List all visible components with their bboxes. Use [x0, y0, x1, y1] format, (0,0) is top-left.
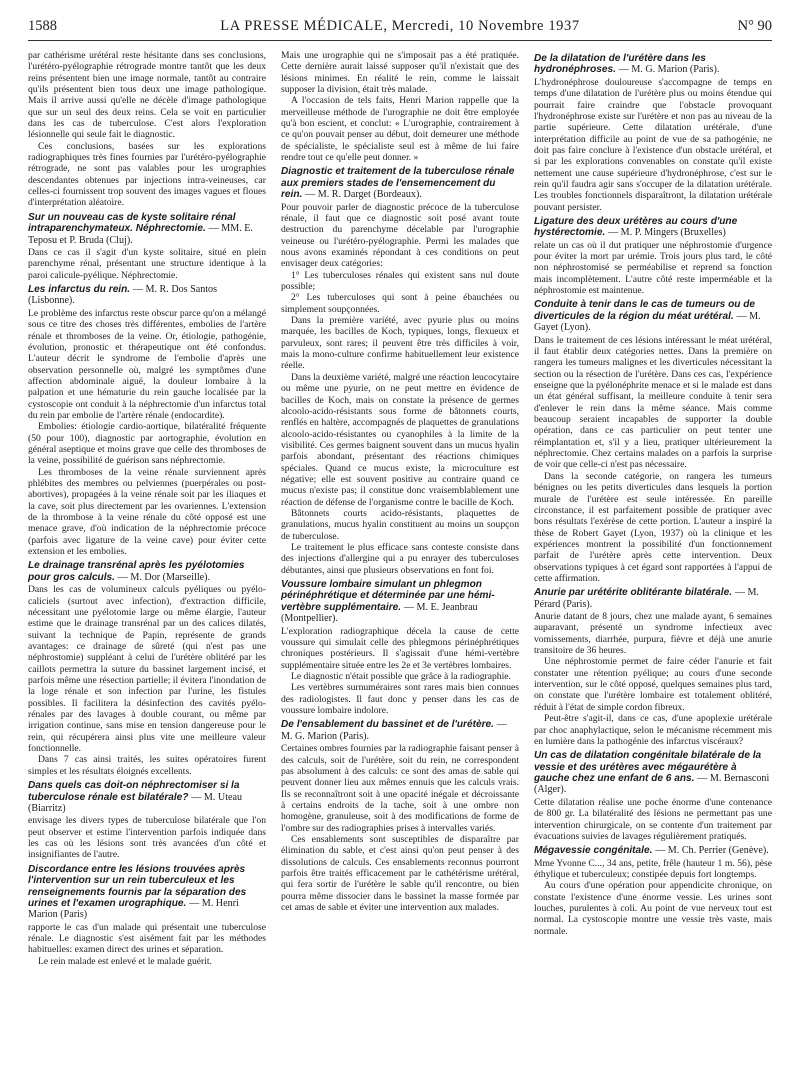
article-title: Discordance entre les lésions trouvées après l'intervention sur un rein tuberculeux et les renseignements fournis par la séparation des urines et l'examen urographique.: [28, 863, 247, 909]
paragraph: Ces conclusions, basées sur les explorations radiographiques très fines fournies par l'urétéro-pyélographie rétrograde, ne sont pas valables pour les urographies descendantes obtenues par injections intra-veineuses, car celles-ci fournissent trop souvent des images vagues et floues d'interprétation aléatoire.: [28, 140, 266, 209]
article-heading: [28, 560, 266, 583]
article-heading: [534, 299, 772, 333]
article-author: — M. Ch. Perrier (Genève).: [655, 845, 769, 857]
article-title: De la dilatation de l'urétère dans les hydronéphroses.: [534, 53, 706, 76]
article-heading: [534, 216, 772, 239]
paragraph: Les vertèbres surnuméraires sont rares mais bien connues des radiologistes. Il faut donc y penser dans les cas de voussure lombaire indolore.: [281, 682, 519, 717]
paragraph: Dans ce cas il s'agit d'un kyste solitaire, situé en plein parenchyme rénal, présentant une structure identique à la paroi calicule-pyélique. Néphrectomie.: [28, 247, 266, 281]
paragraph: Le diagnostic n'était possible que grâce à la radiographie.: [291, 671, 511, 682]
journal-title: LA PRESSE MÉDICALE, Mercredi, 10 Novembre 1937: [220, 18, 580, 34]
article-title: Dans quels cas doit-on néphrectomiser si la tuberculose rénale est bilatérale?: [28, 780, 240, 803]
column-left: [28, 50, 266, 1076]
article-heading: [28, 212, 266, 246]
paragraph: Au cours d'une opération pour appendicite chronique, on constate l'existence d'une énorme vessie. Les urines sont louches, purulentes à coli. Au point de vue nerveux tout est normal. La cystoscopie montre une vessie très vaste, mais normale.: [534, 880, 772, 937]
issue-number: N° 90: [737, 18, 772, 34]
article-author: — M. G. Marion (Paris).: [618, 64, 720, 76]
article-author: — M. R. Dos Santos (Lisbonne).: [28, 284, 218, 307]
paragraph: Mme Yvonne C..., 34 ans, petite, frêle (hauteur 1 m. 56), pèse éthylique et tuberculeux; constipée depuis fort longtemps.: [534, 857, 772, 880]
paragraph: Anurie datant de 8 jours, chez une malade ayant, 6 semaines auparavant, présenté un syndrome infectieux avec vomissements, diarrhée, purpura, fièvre et déjà une anurie transitoire de 36 heures.: [534, 611, 772, 657]
article-heading: [281, 579, 519, 625]
paragraph: Certaines ombres fournies par la radiographie faisant penser à des calculs, soit de l'urétère, soit du rein, ne correspondent pas absolument à des calculs: ce sont des amas de sable qui peuvent donner lieu aux mêmes ennuis que les calculs vrais. Ils se reconnaîtront soit à une opacité inégale et décroissante à certains endroits de la tache, soit à une ombre non homogène, granuleuse, soit à des modifications de forme de l'ombre sur des radiographies prises à intervalles variés.: [281, 743, 519, 834]
paragraph: relate un cas où il dut pratiquer une néphrostomie d'urgence pour éviter la mort par urémie. Trois jours plus tard, le côté non néphrostomisé se perméabilise et reprend sa fonction mais incomplètement. L'autre côté reste imperméable et la néphrostomie est maintenue.: [534, 239, 772, 297]
article-title: Un cas de dilatation congénitale bilatérale de la vessie et des urétères avec mégaurétère à gauche chez une enfant de 6 ans.: [534, 750, 762, 784]
paragraph: Pour pouvoir parler de diagnostic précoce de la tuberculose rénale, il faut que ce diagnostic soit posé avant toute destruction du parenchyme décelable par l'urographie veineuse ou l'urétéro-pyélographie. Permi les malades que nous avons examinés répondant à ces conditions on peut envisager deux catégories:: [281, 201, 519, 270]
article-title: De l'ensablement du bassinet et de l'urétère.: [281, 719, 494, 731]
paragraph: L'exploration radiographique décela la cause de cette voussure qui simulait celle des phlegmons périnéphrétiques chroniques postérieurs. Il s'agissait d'une hémi-vertèbre supplémentaire située entre les 2e et 3e vertèbres lombaires.: [281, 625, 519, 671]
article-author: — M. E. Jeanbrau (Montpellier).: [281, 601, 478, 625]
paragraph: A l'occasion de tels faits, Henri Marion rappelle que la merveilleuse méthode de l'urographie ne doit être employée qu'à bon escient, et conclut: « L'urographie, contrairement à ce qu'on pouvait penser au début, doit demeurer une méthode de spécialiste, le spécialiste seul est à même de lui faire rendre tout ce qu'elle peut donner. »: [281, 95, 519, 164]
paragraph: 2° Les tuberculoses qui sont à peine ébauchées ou simplement soupçonnées.: [281, 292, 519, 315]
paragraph: Dans 7 cas ainsi traités, les suites opératoires furent simples et les résultats éloignés excellents.: [28, 754, 266, 777]
paragraph: Dans la deuxième variété, malgré une réaction leucocytaire ou même une pyurie, on ne peut mettre en évidence de bacilles de Koch, mais on constate la présence de germes alcoolo-acido-résistants sous forme de bâtonnets courts, renflés en haltère, accompagnés de plaquettes de granulations alcoolo-acido-résistantes ou cyanophiles à la limite de la visibilité. Ces germes baignent souvent dans un mucus hyalin parfois abondant, présentant des réactions chimiques spéciales. Quand ce mucus existe, la microculture est négative; elle est souvent positive au contraire quand ce mucus n'existe pas; il constitue donc vraisemblablement une réaction de défense de l'organisme contre le bacille de Koch.: [281, 371, 519, 508]
paragraph: Le problème des infarctus reste obscur parce qu'on a mélangé sous ce titre des choses très différentes, embolies de l'artère rénale et thromboses de la veine. Or, étiologie, pathogénie, évolution, pronostic et thérapeutique ont été confondus. L'auteur décrit le syndrome de l'embolie d'après une observation personnelle où, malgré les symptômes d'une affection abdominale aiguë, la douleur lombaire à la palpation et une hématurie du rein gauche localisée par la cystoscopie ont conduit à la néphrectomie d'un infarctus total du rein par embolie de l'artère rénale (endocardite).: [28, 307, 266, 421]
article-heading: [281, 166, 519, 200]
paragraph: par cathérisme urétéral reste hésitante dans ses conclusions, l'urétéro-pyélographie rétrograde montre tantôt que les deux reins présentent bien une image normale, tantôt au contraire qu'ils présentent bien tous deux une image pathologique. Mais il arrive aussi qu'elle ne décèle d'image pathologique que sur un seul des deux reins. Cela se voit en particulier dans les cas de tuberculose. C'est alors l'exploration lésionnelle qui seule fait le diagnostic.: [28, 50, 266, 141]
paragraph: Le traitement le plus efficace sans conteste consiste dans des injections d'allergine qui a pu enrayer des tuberculoses débutantes, ainsi que plusieurs observations en font foi.: [281, 541, 519, 576]
article-title: Sur un nouveau cas de kyste solitaire rénal intraparenchymateux. Néphrectomie.: [28, 211, 236, 235]
article-heading: [28, 780, 266, 814]
header-rule: [28, 40, 772, 41]
article-author: — M. G. Marion (Paris).: [281, 719, 507, 742]
page-number: 1588: [28, 18, 57, 34]
article-heading: [28, 864, 266, 921]
paragraph: Embolies: étiologie cardio-aortique, bilatéralité fréquente (50 pour 100), diagnostic par aortographie, évolution en général aseptique et moins grave que celle des thromboses de la veine, possibilité de guérison sans néphrectomie.: [28, 421, 266, 467]
paragraph: L'hydronéphrose douloureuse s'accompagne de temps en temps d'une dilatation de l'urétère plus ou moins étendue qui pourrait faire craindre que l'obstacle provoquant l'hydronéphrose existe sur l'urétère et non pas au niveau de la partie supérieure. Cette dilatation urétérale, d'une interprétation difficile au point de vue de sa pathogénie, ne doit pas faire conclure à l'existence d'un obstacle urétéral, et si par les explorations convenables on constate qu'il existe nettement une cause supérieure d'hydronéphrose, c'est sur le rein qu'il faudra agir sans s'occuper de la dilatation urétérale. Les troubles fonctionnels disparaîtront, la dilatation urétérale pouvant persister.: [534, 76, 772, 213]
paragraph: Dans la première variété, avec pyurie plus ou moins marquée, les bacilles de Koch, typiques, longs, flexueux et parvuleux, sont rares; il peuvent être très difficiles à voir, mais la mono-culture confirme habituellement leur existence réelle.: [281, 315, 519, 372]
article-title: Le drainage transrénal après les pyélotomies pour gros calculs.: [28, 560, 245, 583]
article-title: Diagnostic et traitement de la tuberculose rénale aux premiers stades de l'ensemencement du rein.: [281, 166, 515, 201]
article-title: Anurie par urétérite oblitérante bilatérale.: [534, 587, 733, 599]
article-author: — M. Dor (Marseille).: [117, 571, 210, 583]
paragraph: Une néphrostomie permet de faire céder l'anurie et fait constater une rétention pyélique; au cours d'une seconde intervention, sur le côté opposé, quelques semaines plus tard, on constate que l'urétère lombaire est totalement oblitéré, réduit à l'état de simple cordon fibreux.: [534, 656, 772, 713]
article-heading: [534, 750, 772, 796]
paragraph: Bâtonnets courts acido-résistants, plaquettes de granulations, mucus hyalin constituent au moins un soupçon de tuberculose.: [281, 507, 519, 542]
article-title: Voussure lombaire simulant un phlegmon périnéphrétique et déterminée par une hémi-vertèbre supplémentaire.: [281, 579, 495, 613]
paragraph: Dans les cas de volumineux calculs pyéliques ou pyélo-caliciels (surtout avec infection), d'extraction difficile, nécessitant une pyélotomie large ou même élargie, l'auteur estime que le drainage transrénal par un des calices dilatés, suivant la technique de Papin, représente de grands avantages: ce drainage de sûreté (qui n'est pas une néphrostomie) suppléant à celui de l'urétère oblitéré par les caillots permettra la suture du bassinet largement incisé, et parfois même une résection partielle; il évitera l'inondation de la loge rénale et son infection par l'urine, les fistules possibles. Il facilitera la désinfection des cavités pyélo-rénales par des lavages à double courant, ou même par irrigation continue, sans mise en tension dangereuse pour le rein, qui récupérera ainsi plus vite une meilleure valeur fonctionnelle.: [28, 584, 266, 755]
paragraph: rapporte le cas d'un malade qui présentait une tuberculose rénale. Le diagnostic s'est aisément fait par les méthodes habituelles: examen direct des urines et séparation.: [28, 921, 266, 956]
article-title: Ligature des deux urétères au cours d'une hystérectomie.: [534, 215, 738, 239]
article-heading: [281, 719, 519, 742]
article-heading: [534, 53, 772, 76]
column-middle: [281, 50, 519, 1076]
article-author: — MM. E. Teposu et P. Bruda (Cluj).: [28, 223, 253, 246]
article-title: Conduite à tenir dans le cas de tumeurs ou de diverticules de la région du méat urétéral.: [534, 299, 755, 322]
article-author: — M. Pérard (Paris).: [534, 587, 759, 610]
paragraph: Mais une urographie qui ne s'imposait pas a été pratiquée. Cette dernière aurait laissé supposer qu'il n'existait que des lésions minimes. En réalité le rein, comme le laissait supposer la division, était très malade.: [281, 50, 519, 96]
paragraph: Dans la seconde catégorie, on rangera les tumeurs bénignes ou les petits diverticules dans lesquels la portion murale de l'urétère est seule intéressée. En pareille circonstance, il est parfaitement possible de pratiquer avec bons résultats l'exérèse de cette portion. L'auteur a inspiré la thèse de Robert Gayet (Lyon, 1937) où la clinique et les expériences montrent la possibilité d'un fonctionnement parfait de l'urétère après cette intervention. Deux observations typiques à cet égard sont rapportées à l'appui de cette affirmation.: [534, 470, 772, 584]
article-author: — M. R. Darget (Bordeaux).: [305, 189, 422, 201]
paragraph: Les thromboses de la veine rénale surviennent après phlébites des membres ou pelviennes (puerpérales ou post-abortives), propagées à la veine rénale soit par les iliaques et la cave, soit plus directement par les ovariennes. L'extension de la thrombose à la veine rénale du côté opposé est une menace grave, d'où indication de la néphrectomie précoce (parfois avec ligature de la veine cave) pour éviter cette extension et les embolies.: [28, 466, 266, 558]
article-title: Les infarctus du rein.: [28, 284, 131, 296]
paragraph: envisage les divers types de tuberculose bilatérale que l'on peut observer et estime l'intervention parfois indiquée dans les cas où les lésions sont très avancées d'un côté et insignifiantes de l'autre.: [28, 815, 266, 861]
article-heading: [534, 587, 772, 610]
paragraph: Cette dilatation réalise une poche énorme d'une contenance de 800 gr. La bilatéralité des lésions ne permettant pas une intervention chirurgicale, on se contente d'un traitement par évacuations suivies de lavages régulièrement pratiqués.: [534, 796, 772, 842]
article-title: Mégavessie congénitale.: [534, 845, 653, 857]
page-header: [28, 18, 772, 40]
paragraph: Le rein malade est enlevé et le malade guérit.: [38, 955, 212, 967]
paragraph: 1° Les tuberculoses rénales qui existent sans nul doute possible;: [281, 269, 519, 293]
article-author: — M. Uteau (Biarritz): [28, 791, 243, 814]
article-author: — M. Bernasconi (Alger).: [534, 773, 770, 796]
paragraph: Peut-être s'agit-il, dans ce cas, d'une apoplexie urétérale par choc anaphylactique, selon le mécanisme récemment mis en lumière dans la pathogénie des infarctus viscéraux?: [534, 713, 772, 747]
paragraph: Dans le traitement de ces lésions intéressant le méat urétéral, il faut établir deux catégories nettes. Dans la première on rangera les tumeurs malignes et les diverticules nécessitant la section ou la résection de l'urétère. Dans ces cas, l'expérience enseigne que la pyélonéphrite menace et si le malade est dans un état général suffisant, la meilleure conduite à tenir sera d'enlever le rein dans la même séance. Mais comme beaucoup seraient incapables de supporter la double opération, dans ce cas particulier on peut tenter une réimplantation et, s'il y a lieu, pratiquer ultérieurement la néphrectomie. Chez certains malades on a parfois la surprise de voir que celle-ci n'est pas nécessaire.: [534, 334, 772, 471]
article-author: — M. Gayet (Lyon).: [534, 310, 761, 334]
column-right: [534, 50, 772, 1076]
article-heading: [534, 845, 772, 856]
article-author: — M. P. Mingers (Bruxelles): [608, 227, 726, 239]
article-heading: [28, 284, 266, 307]
article-author: — M. Henri Marion (Paris): [28, 897, 239, 921]
paragraph: Ces ensablements sont susceptibles de disparaître par élimination du sable, et c'est ainsi qu'on peut penser à des dissolutions de calculs. Ces ensablements reconnus pourront parfois être traités efficacement par le cathétérisme urétéral, qui fera sortir de l'urétère le sable qu'il rencontre, ou bien pourra même dissocier dans le bassinet la masse formée par cet amas de sable et éviter une intervention aux malades.: [281, 833, 519, 913]
